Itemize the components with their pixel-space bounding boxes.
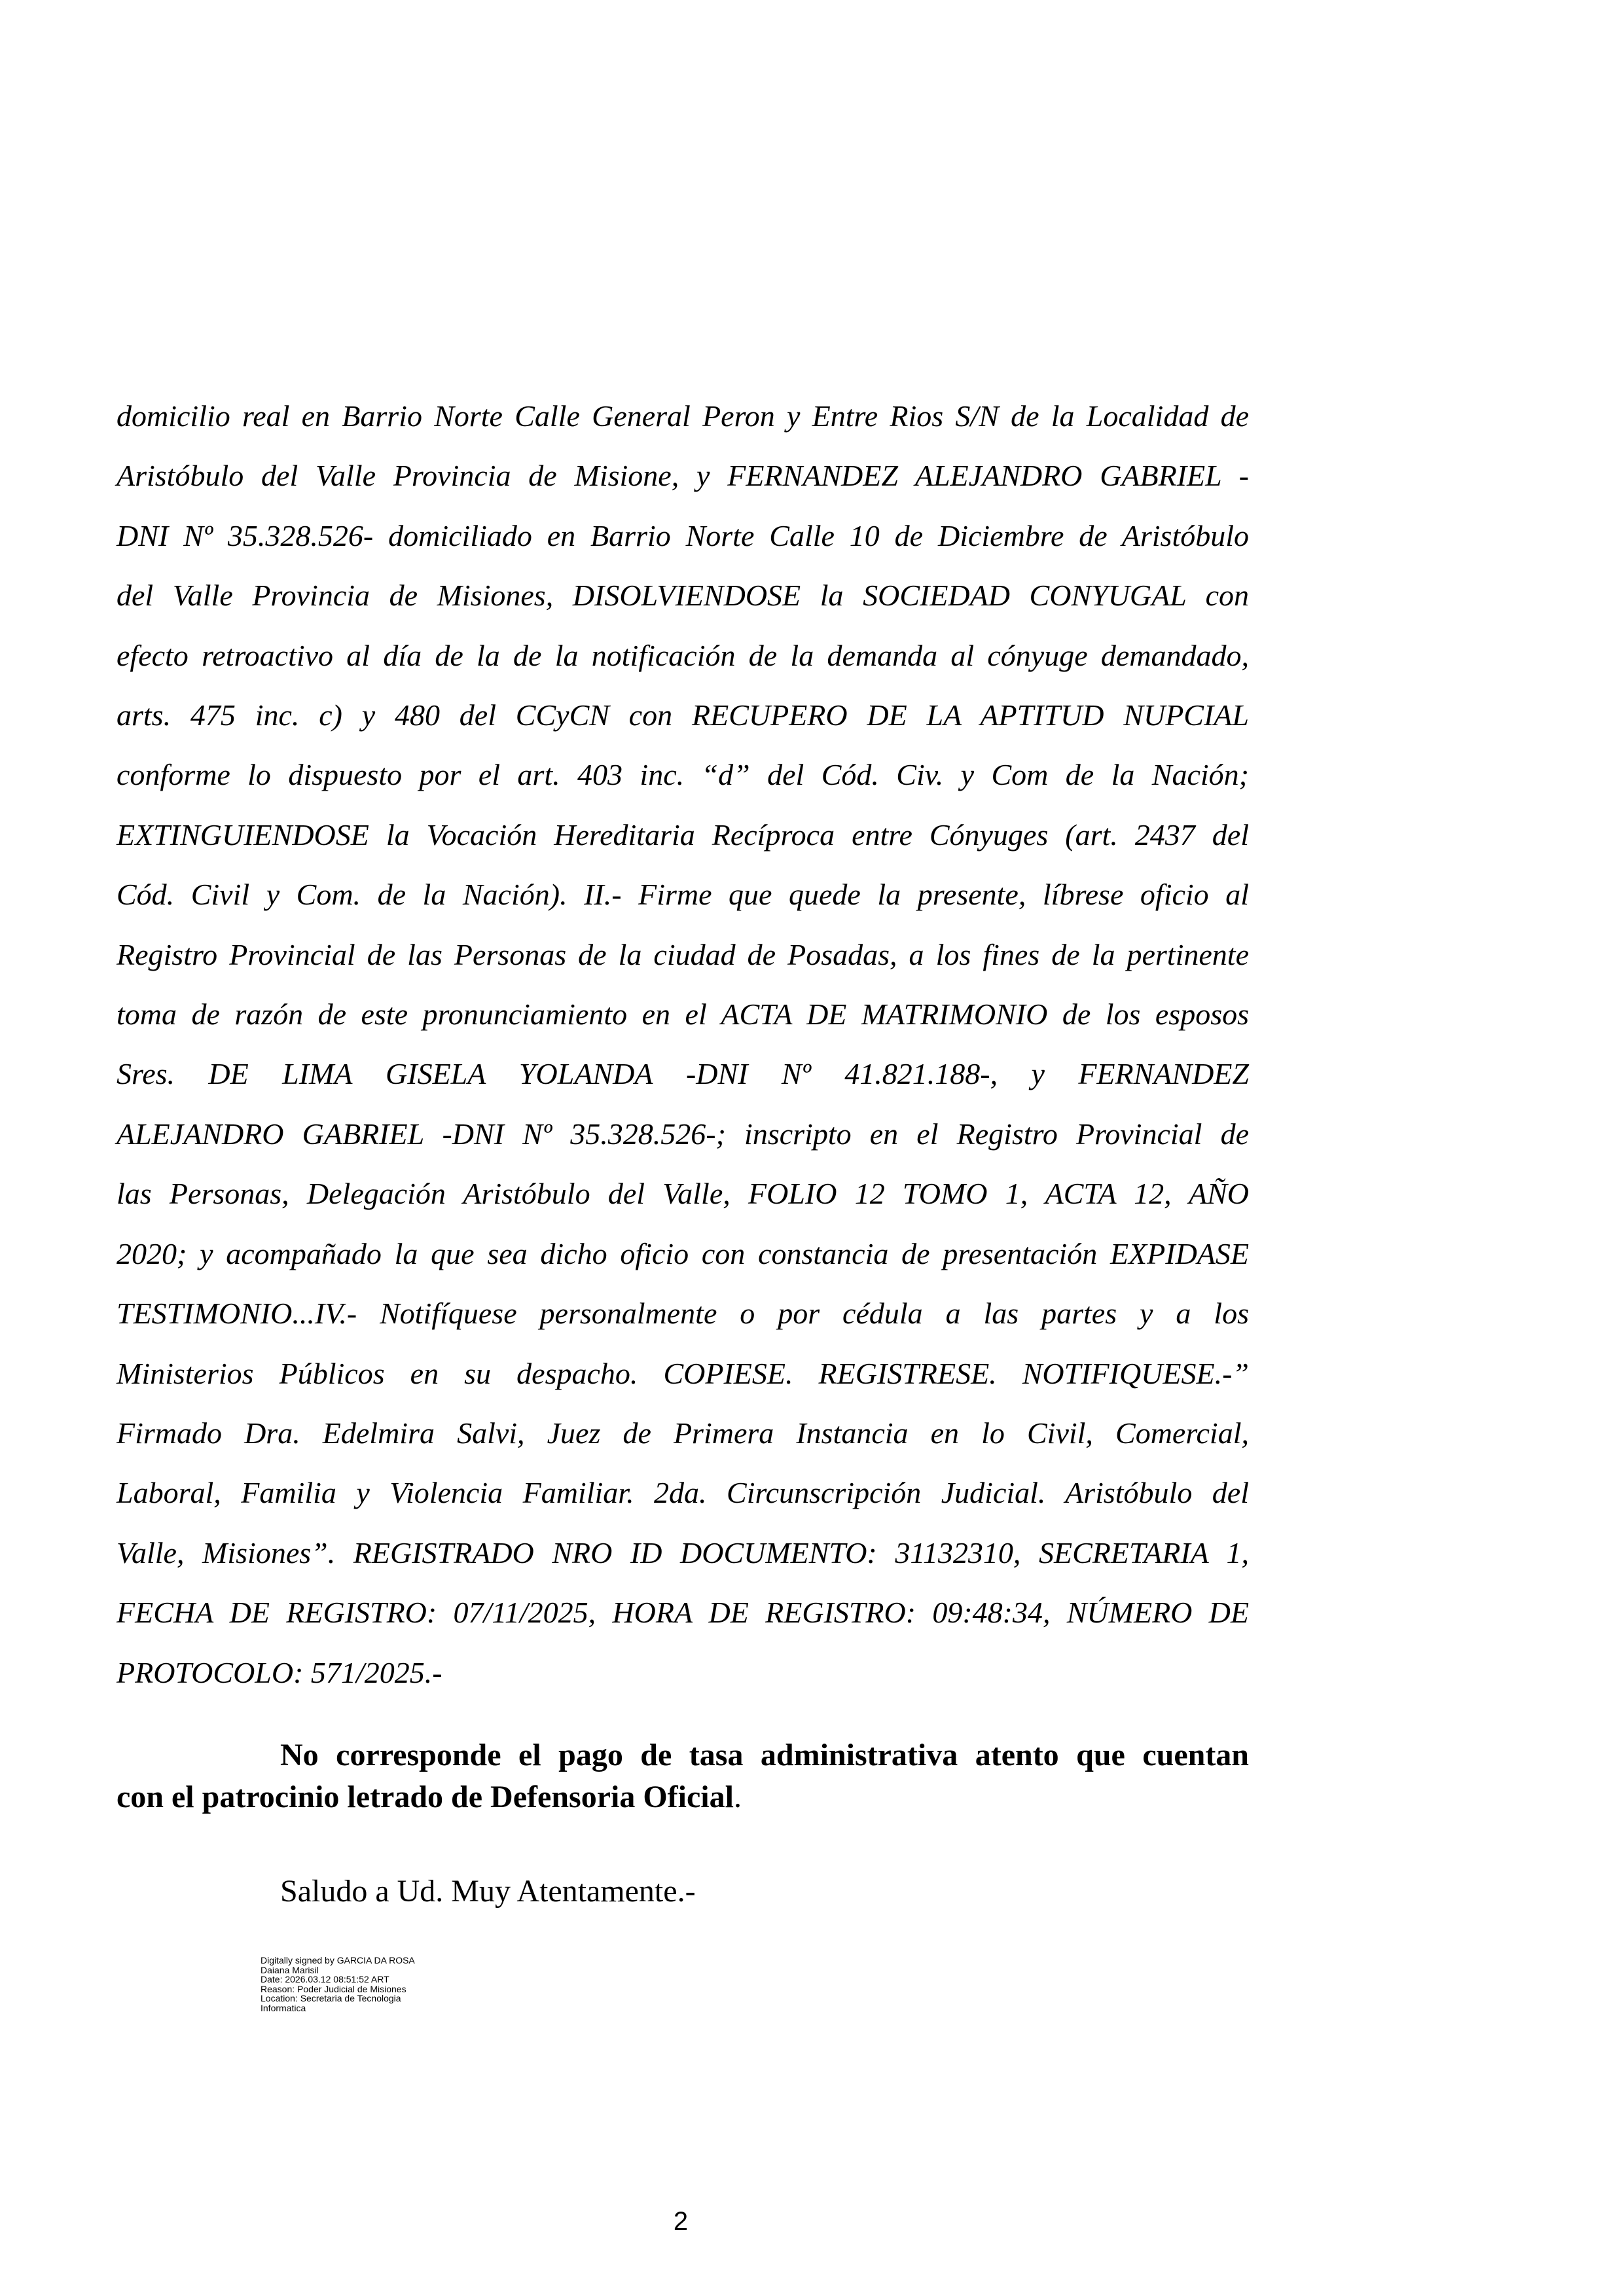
notice-line: No corresponde el pago de tasa administrativa atento que cuentan <box>280 1738 1249 1772</box>
body-line: Aristóbulo del Valle Provincia de Misione, y FERNANDEZ ALEJANDRO GABRIEL - <box>117 459 1249 493</box>
body-line: Firmado Dra. Edelmira Salvi, Juez de Primera Instancia en lo Civil, Comercial, <box>117 1416 1249 1450</box>
body-line: Sres. DE LIMA GISELA YOLANDA -DNI Nº 41.821.188-, y FERNANDEZ <box>117 1057 1249 1091</box>
body-line: PROTOCOLO: 571/2025.- <box>117 1655 442 1689</box>
body-line: FECHA DE REGISTRO: 07/11/2025, HORA DE REGISTRO: 09:48:34, NÚMERO DE <box>117 1596 1249 1630</box>
body-line: DNI Nº 35.328.526- domiciliado en Barrio Norte Calle 10 de Diciembre de Aristóbulo <box>117 518 1249 552</box>
notice-line <box>117 1776 1249 1818</box>
body-line: TESTIMONIO...IV.- Notifíquese personalmente o por cédula a las partes y a los <box>117 1297 1249 1331</box>
resolution-body <box>117 386 1249 1702</box>
digital-signature-stamp <box>261 1956 415 2013</box>
body-line: arts. 475 inc. c) y 480 del CCyCN con RECUPERO DE LA APTITUD NUPCIAL <box>117 698 1249 732</box>
body-line: 2020; y acompañado la que sea dicho oficio con constancia de presentación EXPIDASE <box>117 1236 1249 1270</box>
body-line: las Personas, Delegación Aristóbulo del Valle, FOLIO 12 TOMO 1, ACTA 12, AÑO <box>117 1177 1249 1211</box>
body-line: Laboral, Familia y Violencia Familiar. 2da. Circunscripción Judicial. Aristóbulo del <box>117 1476 1249 1510</box>
signature-line: Reason: Poder Judicial de Misiones <box>261 1983 406 1994</box>
body-line: efecto retroactivo al día de la de la notificación de la demanda al cónyuge demandado, <box>117 638 1249 672</box>
page-number: 2 <box>673 2207 689 2236</box>
body-line: conforme lo dispuesto por el art. 403 inc. “d” del Cód. Civ. y Com de la Nación; <box>117 758 1249 792</box>
fee-exemption-notice <box>117 1734 1249 1818</box>
body-line: EXTINGUIENDOSE la Vocación Hereditaria Recíproca entre Cónyuges (art. 2437 del <box>117 817 1249 852</box>
body-line: ALEJANDRO GABRIEL -DNI Nº 35.328.526-; inscripto en el Registro Provincial de <box>117 1117 1249 1151</box>
signature-line: Date: 2026.03.12 08:51:52 ART <box>261 1974 389 1984</box>
signature-line: Informatica <box>261 2002 306 2013</box>
notice-line-bold: con el patrocinio letrado de Defensoria Oficial <box>117 1780 734 1814</box>
body-line: domicilio real en Barrio Norte Calle General Peron y Entre Rios S/N de la Localidad de <box>117 399 1249 433</box>
body-line: Ministerios Públicos en su despacho. COPIESE. REGISTRESE. NOTIFIQUESE.-” <box>117 1356 1249 1390</box>
body-line: Registro Provincial de las Personas de la ciudad de Posadas, a los fines de la pertinente <box>117 937 1249 971</box>
body-line: toma de razón de este pronunciamiento en el ACTA DE MATRIMONIO de los esposos <box>117 997 1249 1031</box>
signature-line: Digitally signed by GARCIA DA ROSA <box>261 1955 415 1965</box>
signature-line: Daiana Marisil <box>261 1964 319 1975</box>
body-line: Valle, Misiones”. REGISTRADO NRO ID DOCUMENTO: 31132310, SECRETARIA 1, <box>117 1535 1249 1570</box>
body-line: Cód. Civil y Com. de la Nación). II.- Firme que quede la presente, líbrese oficio al <box>117 878 1249 912</box>
signature-line: Location: Secretaria de Tecnologia <box>261 1993 401 2003</box>
body-line: del Valle Provincia de Misiones, DISOLVIENDOSE la SOCIEDAD CONYUGAL con <box>117 579 1249 613</box>
closing-greeting: Saludo a Ud. Muy Atentamente.- <box>280 1874 696 1909</box>
notice-line-tail: . <box>733 1780 742 1814</box>
